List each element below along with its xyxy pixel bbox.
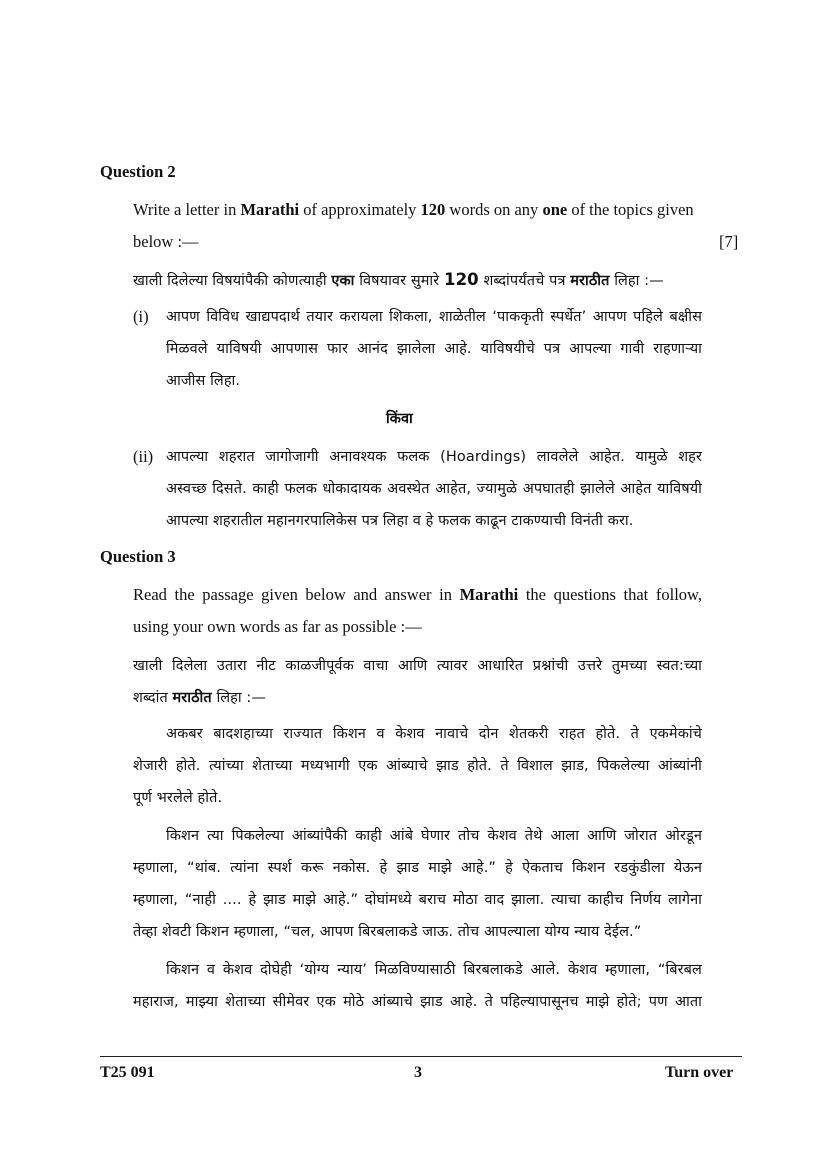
question-3-heading: Question 3 [100, 547, 176, 566]
q2-option-ii-line: आपल्या शहरातील महानगरपालिकेस पत्र लिहा व हे फलक काढून टाकण्याची विनंती करा. [166, 513, 634, 529]
paper-code: T25 091 [100, 1064, 155, 1081]
q3-marathi-instruction-line2: शब्दांत मराठीत लिहा :— [133, 690, 266, 706]
page-number: 3 [414, 1064, 422, 1081]
q2-english-instruction-line2: below :— [133, 232, 199, 251]
turn-over-label: Turn over [665, 1064, 734, 1081]
q2-option-i-line: मिळवले याविषयी आपणास फार आनंद झालेला आहे. याविषयीचे पत्र आपल्या गावी राहणाऱ्या [166, 341, 702, 357]
q3-marathi-instruction-line1: खाली दिलेला उतारा नीट काळजीपूर्वक वाचा आणि त्यावर आधारित प्रश्नांची उत्तरे तुमच्या स्वत:च्या [133, 658, 702, 674]
q2-english-instruction-line1: Write a letter in Marathi of approximately 120 words on any one of the topics given [133, 200, 694, 219]
q3-english-instruction-line2: using your own words as far as possible :— [133, 617, 422, 636]
q2-option-i-line: आपण विविध खाद्यपदार्थ तयार करायला शिकला, शाळेतील ‘पाककृती स्पर्धेत’ आपण पहिले बक्षीस [166, 309, 702, 325]
passage-line: शेजारी होते. त्यांच्या शेताच्या मध्यभागी एक आंब्याचे झाड होते. ते विशाल झाड, पिकलेल्या आंब्यांनी [133, 758, 702, 774]
passage-line: म्हणाला, “नाही .... हे झाड माझे आहे.” दोघांमध्ये बराच मोठा वाद झाला. त्याचा काहीच निर्णय लागेना [133, 892, 702, 908]
passage-line: महाराज, माझ्या शेताच्या सीमेवर एक मोठे आंब्याचे झाड आहे. ते पहिल्यापासूनच माझे होते; पण आता [133, 994, 702, 1010]
passage-line: तेव्हा शेवटी किशन म्हणाला, “चल, आपण बिरबलाकडे जाऊ. तोच आपल्याला योग्य न्याय देईल.” [133, 924, 642, 940]
passage-line: म्हणाला, “थांब. त्यांना स्पर्श करू नकोस. हे झाड माझे आहे.” हे ऐकताच किशन रडकुंडीला येऊन [133, 860, 702, 876]
q3-english-instruction-line1: Read the passage given below and answer in Marathi the questions that follow, [133, 585, 702, 604]
q2-option-i-line: आजीस लिहा. [166, 373, 241, 389]
passage-line: अकबर बादशहाच्या राज्यात किशन व केशव नावाचे दोन शेतकरी राहत होते. ते एकमेकांचे [166, 726, 702, 742]
q2-marathi-instruction: खाली दिलेल्या विषयांपैकी कोणत्याही एका विषयावर सुमारे 120 शब्दांपर्यंतचे पत्र मराठीत लिहा :— [133, 270, 664, 289]
passage-line: किशन व केशव दोघेही ‘योग्य न्याय’ मिळविण्यासाठी बिरबलाकडे आले. केशव म्हणाला, “बिरबल [166, 962, 702, 978]
passage-line: पूर्ण भरलेले होते. [133, 790, 223, 806]
q2-option-i-number: (i) [133, 307, 149, 326]
or-separator: किंवा [386, 411, 413, 427]
question-2-heading: Question 2 [100, 162, 176, 181]
q2-marks: [7] [719, 232, 739, 251]
q2-option-ii-line: आपल्या शहरात जागोजागी अनावश्यक फलक (Hoardings) लावलेले आहेत. यामुळे शहर [166, 449, 702, 465]
q2-option-ii-number: (ii) [133, 447, 154, 466]
footer-divider [100, 1056, 742, 1057]
passage-line: किशन त्या पिकलेल्या आंब्यांपैकी काही आंबे घेणार तोच केशव तेथे आला आणि जोरात ओरडून [166, 828, 702, 844]
q2-option-ii-line: अस्वच्छ दिसते. काही फलक धोकादायक अवस्थेत आहेत, ज्यामुळे अपघातही झालेले आहेत याविषयी [166, 481, 702, 497]
